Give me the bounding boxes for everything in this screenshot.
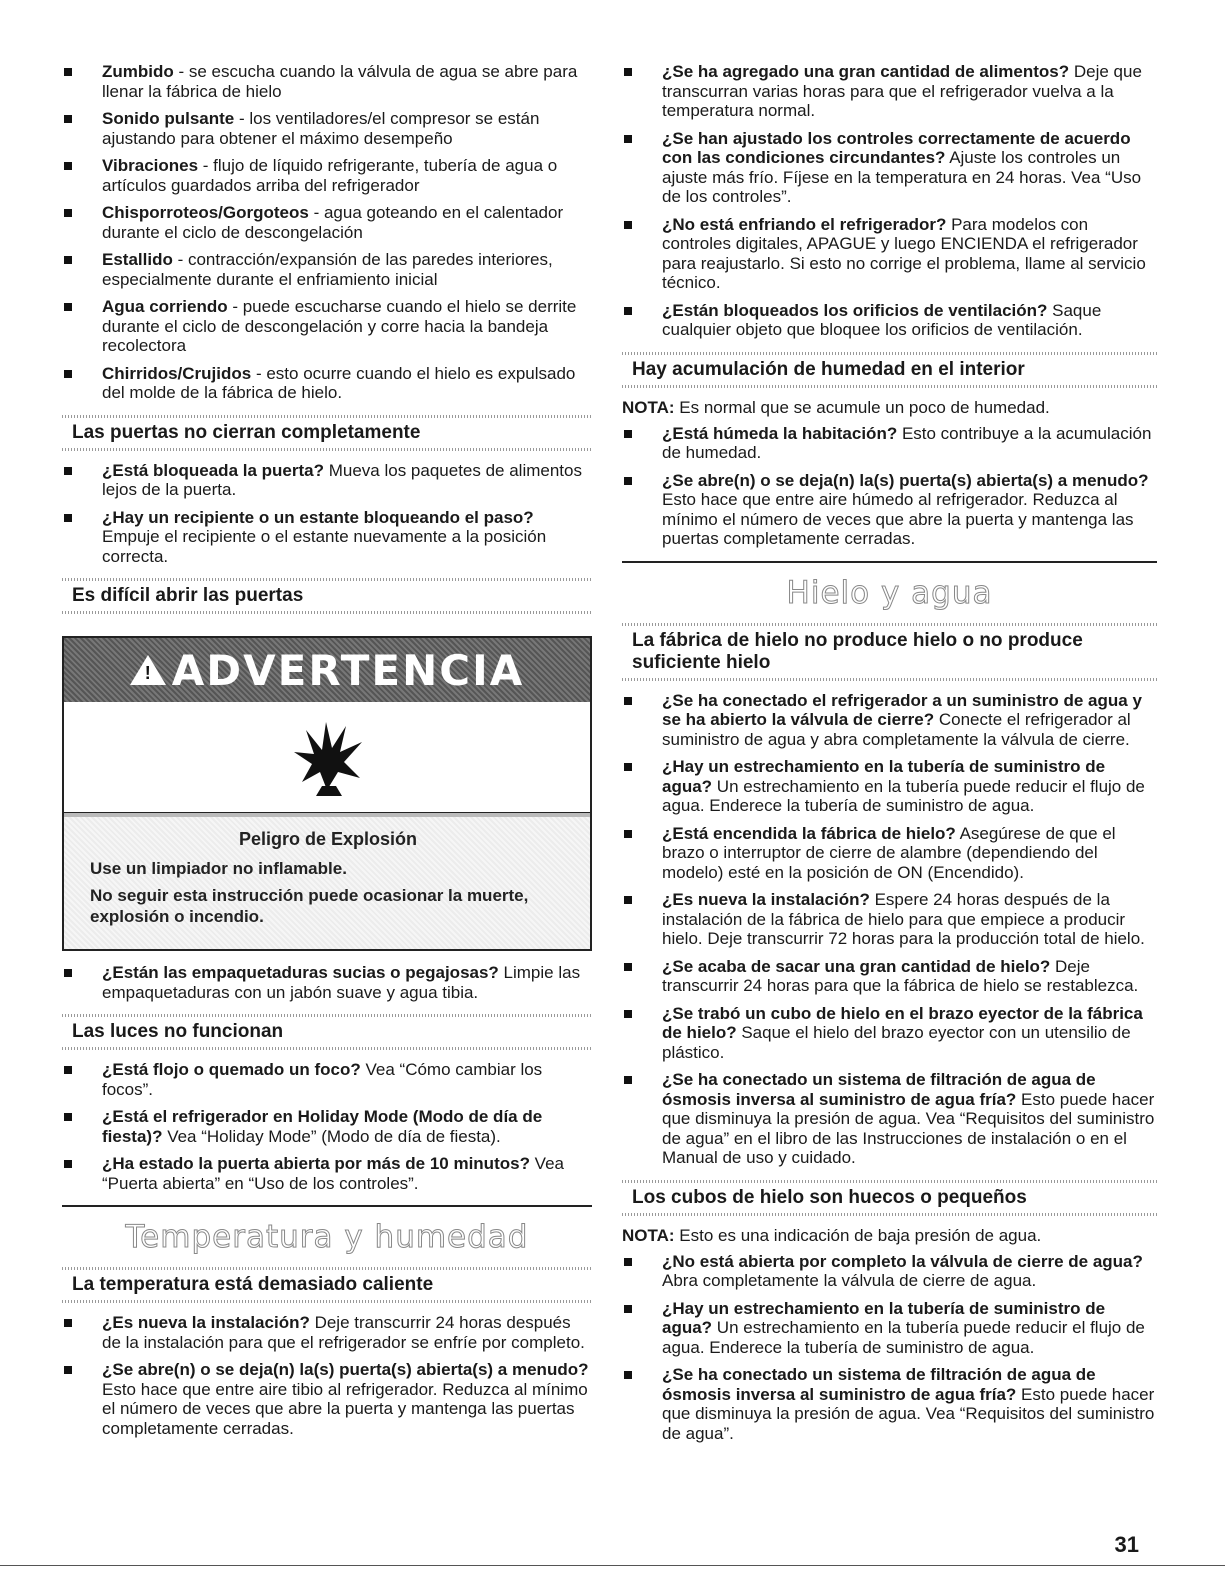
item-bold: Vibraciones [102, 156, 199, 175]
section-title: Es difícil abrir las puertas [72, 585, 304, 606]
item-bold: ¿Está húmeda la habitación? [662, 423, 898, 443]
item-bold: ¿Se acaba de sacar una gran cantidad de hielo? [662, 956, 1051, 976]
bullet-icon [64, 969, 72, 977]
list-item [62, 1060, 592, 1099]
item-bold: Agua corriendo [102, 297, 228, 316]
left-column [62, 62, 592, 1446]
item-text: Espere 24 horas después de la instalación de la fábrica de hielo para que empiece a producir hielo. Deje transcurrir 72 horas para la producción total de hielo. [662, 890, 1145, 948]
list-item [622, 1070, 1157, 1168]
right-column [622, 62, 1157, 1451]
bullet-icon [624, 1010, 632, 1018]
item-text: Esto puede hacer que disminuya la presión de agua. Vea “Requisitos del suministro de agua”. [662, 1384, 1155, 1443]
humidity-section [622, 352, 1157, 388]
bullet-icon [624, 830, 632, 838]
item-text: Vea “Holiday Mode” (Modo de día de fiesta). [162, 1126, 501, 1146]
section-title: La temperatura está demasiado caliente [72, 1274, 434, 1295]
list-item [62, 1360, 592, 1438]
item-bold: ¿Están bloqueados los orificios de ventilación? [662, 300, 1048, 320]
item-text: Limpie las empaquetaduras con un jabón suave y agua tibia. [102, 963, 581, 1002]
list-item [62, 203, 592, 242]
list-item [622, 691, 1157, 750]
bullet-icon [64, 115, 72, 123]
doors-list [62, 461, 592, 567]
list-item [62, 297, 592, 356]
bullet-icon [624, 963, 632, 971]
warning-triangle-icon: ! [130, 655, 166, 685]
item-bold: ¿Se ha agregado una gran cantidad de alimentos? [662, 62, 1070, 81]
item-text: - flujo de líquido refrigerante, tubería de agua o artículos guardados arriba del refrigerador [102, 156, 558, 195]
note-label: NOTA: [622, 397, 675, 417]
list-item [62, 1313, 592, 1352]
item-bold: ¿Se abre(n) o se deja(n) la(s) puerta(s) abierta(s) a menudo? [662, 470, 1149, 490]
item-text: - contracción/expansión de las paredes interiores, especialmente durante el enfriamiento inicial [102, 250, 553, 289]
list-item [62, 1107, 592, 1146]
lights-list [62, 1060, 592, 1193]
cubes-list [622, 1252, 1157, 1444]
item-bold: ¿Hay un recipiente o un estante bloqueando el paso? [102, 507, 534, 527]
section-title: Los cubos de hielo son huecos o pequeños [632, 1186, 1027, 1208]
item-bold: Zumbido [102, 62, 174, 81]
explosion-icon [64, 702, 590, 813]
item-bold: ¿No está abierta por completo la válvula de cierre de agua? [662, 1251, 1143, 1271]
warning-header [64, 638, 590, 702]
bullet-icon [64, 514, 72, 522]
item-bold: Sonido pulsante [102, 109, 235, 128]
bullet-icon [624, 430, 632, 438]
item-bold: ¿No está enfriando el refrigerador? [662, 214, 947, 234]
item-text: Esto hace que entre aire húmedo al refrigerador. Reduzca al mínimo el número de veces que abre la puerta y mantenga las puertas completamente cerradas. [662, 490, 1134, 548]
list-item [622, 957, 1157, 996]
list-item [622, 424, 1157, 463]
big-heading-text: Hielo y agua [786, 574, 993, 611]
bullet-icon [64, 1319, 72, 1327]
list-item [62, 963, 592, 1002]
list-item [622, 471, 1157, 549]
item-text: Empuje el recipiente o el estante nuevamente a la posición correcta. [102, 527, 547, 566]
item-text: Deje transcurrir 24 horas después de la instalación para que el refrigerador se enfríe por completo. [102, 1313, 585, 1352]
list-item [622, 1299, 1157, 1358]
ice-list [622, 691, 1157, 1168]
section-title: Las luces no funcionan [72, 1021, 284, 1042]
item-text: Esto puede hacer que disminuya la presión de agua. Vea “Requisitos del suministro de agua” en el libro de las Instrucciones de instalación o en el Manual de uso y cuidado. [662, 1089, 1155, 1167]
item-bold: ¿Se abre(n) o se deja(n) la(s) puerta(s) abierta(s) a menudo? [102, 1360, 589, 1379]
ice-heading [622, 561, 1157, 611]
item-text: - agua goteando en el calentador durante el ciclo de descongelación [102, 203, 564, 242]
item-text: Vea “Puerta abierta” en “Uso de los controles”. [102, 1154, 564, 1193]
item-bold: ¿Se trabó un cubo de hielo en el brazo eyector de la fábrica de hielo? [662, 1003, 1143, 1042]
ice-section [622, 623, 1157, 681]
big-heading-text: Temperatura y humedad [125, 1219, 529, 1255]
bullet-icon [64, 303, 72, 311]
bullet-icon [624, 477, 632, 485]
section-title: La fábrica de hielo no produce hielo o no produce suficiente hielo [632, 629, 1083, 673]
item-text: - esto ocurre cuando el hielo es expulsado del molde de la fábrica de hielo. [102, 363, 576, 402]
item-bold: Estallido [102, 250, 173, 269]
bullet-icon [624, 307, 632, 315]
item-text: Esto contribuye a la acumulación de humedad. [662, 423, 1152, 462]
item-bold: ¿Se ha conectado un sistema de filtración de agua de ósmosis inversa al suministro de agua fría? [662, 1365, 1096, 1404]
warm-section [62, 1267, 592, 1303]
item-text: Ajuste los controles un ajuste más frío. Fíjese en la temperatura en 24 horas. Vea “Uso de los controles”. [662, 148, 1142, 206]
item-bold: Chirridos/Crujidos [102, 363, 252, 383]
bullet-icon [64, 1113, 72, 1121]
list-item [622, 890, 1157, 949]
note-text: Esto es una indicación de baja presión de agua. [674, 1225, 1042, 1245]
item-text: Esto hace que entre aire tibio al refrigerador. Reduzca al mínimo el número de veces que abre la puerta y mantenga las puertas completamente cerradas. [102, 1379, 588, 1438]
bullet-icon [64, 370, 72, 378]
item-bold: ¿Están las empaquetaduras sucias o pegajosas? [102, 963, 499, 982]
bullet-icon [624, 68, 632, 76]
item-bold: ¿Hay un estrechamiento en la tubería de suministro de agua? [662, 757, 1106, 796]
list-item [62, 62, 592, 101]
list-item [62, 1154, 592, 1193]
item-text: Abra completamente la válvula de cierre de agua. [662, 1271, 1037, 1290]
section-title: Hay acumulación de humedad en el interior [632, 358, 1025, 380]
bullet-icon [624, 1076, 632, 1084]
item-bold: ¿Se han ajustado los controles correctamente de acuerdo con las condiciones circundantes? [662, 128, 1131, 167]
page-bottom-rule [0, 1565, 1225, 1566]
list-item [622, 62, 1157, 121]
noise-list [62, 62, 592, 403]
item-text: Deje que transcurran varias horas para que el refrigerador vuelva a la temperatura normal. [662, 62, 1142, 120]
item-text: Para modelos con controles digitales, APAGUE y luego ENCIENDA el refrigerador para reajustarlo. Si esto no corrige el problema, llame al servicio técnico. [662, 214, 1146, 292]
bullet-icon [64, 1160, 72, 1168]
item-text: Conecte el refrigerador al suministro de agua y abra completamente la válvula de cierre. [662, 710, 1131, 749]
item-text: Saque el hielo del brazo eyector con un utensilio de plástico. [662, 1023, 1131, 1062]
item-text: Asegúrese de que el brazo o interruptor de cierre de alambre (dependiendo del modelo) esté en la posición de ON (Encendido). [662, 823, 1116, 882]
list-item [622, 301, 1157, 340]
item-text: Un estrechamiento en la tubería puede reducir el flujo de agua. Enderece la tubería de suministro de agua. [662, 776, 1145, 815]
list-item [62, 461, 592, 500]
item-bold: ¿Ha estado la puerta abierta por más de 10 minutos? [102, 1154, 530, 1173]
warning-body [64, 813, 590, 949]
bullet-icon [624, 1258, 632, 1266]
warning-label: ADVERTENCIA [171, 645, 525, 695]
warning-line: No seguir esta instrucción puede ocasionar la muerte, explosión o incendio. [90, 886, 529, 926]
item-text: - los ventiladores/el compresor se están ajustando para obtener el máximo desempeño [102, 109, 540, 148]
humidity-note [622, 398, 1157, 418]
bullet-icon [64, 467, 72, 475]
list-item [622, 824, 1157, 883]
bullet-icon [64, 162, 72, 170]
item-text: Un estrechamiento en la tubería puede reducir el flujo de agua. Enderece la tubería de suministro de agua. [662, 1318, 1145, 1357]
warm-more-list [622, 62, 1157, 340]
cubes-section [622, 1180, 1157, 1216]
doors-section [62, 415, 592, 451]
warning-box [62, 636, 592, 951]
item-text: Vea “Cómo cambiar los focos”. [102, 1060, 543, 1099]
bullet-icon [624, 896, 632, 904]
bullet-icon [624, 763, 632, 771]
item-text: Saque cualquier objeto que bloquee los orificios de ventilación. [662, 300, 1102, 339]
list-item [62, 364, 592, 403]
item-text: - se escucha cuando la válvula de agua se abre para llenar la fábrica de hielo [102, 62, 578, 101]
bullet-icon [624, 135, 632, 143]
humidity-list [622, 424, 1157, 549]
warm-list [62, 1313, 592, 1438]
item-bold: ¿Hay un estrechamiento en la tubería de suministro de agua? [662, 1298, 1106, 1337]
bullet-icon [64, 1066, 72, 1074]
list-item [62, 109, 592, 148]
bullet-icon [624, 1305, 632, 1313]
page-number: 31 [1114, 1532, 1139, 1557]
warning-line: Use un limpiador no inflamable. [90, 859, 347, 878]
item-bold: ¿Es nueva la instalación? [662, 890, 870, 909]
bullet-icon [624, 697, 632, 705]
lights-section [62, 1014, 592, 1050]
item-bold: Chisporroteos/Gorgoteos [102, 203, 309, 222]
hazard-title: Peligro de Explosión [238, 829, 418, 849]
list-item [62, 250, 592, 289]
item-bold: ¿Está flojo o quemado un foco? [102, 1060, 361, 1079]
bullet-icon [64, 256, 72, 264]
bullet-icon [624, 1371, 632, 1379]
list-item [622, 757, 1157, 816]
list-item [622, 129, 1157, 207]
bullet-icon [64, 1366, 72, 1374]
list-item [62, 508, 592, 567]
item-bold: ¿Se ha conectado un sistema de filtración de agua de ósmosis inversa al suministro de agua fría? [662, 1070, 1096, 1109]
section-title: Las puertas no cierran completamente [72, 421, 421, 443]
item-text: - puede escucharse cuando el hielo se derrite durante el ciclo de descongelación y corre hacia la bandeja recolectora [102, 297, 577, 355]
item-bold: ¿Es nueva la instalación? [102, 1313, 310, 1332]
item-bold: ¿Está bloqueada la puerta? [102, 460, 324, 480]
item-bold: ¿Se ha conectado el refrigerador a un suministro de agua y se ha abierto la válvula de cierre? [662, 690, 1142, 729]
hard-open-section [62, 578, 592, 614]
note-text: Es normal que se acumule un poco de humedad. [674, 397, 1050, 417]
bullet-icon [64, 209, 72, 217]
item-text: Deje transcurrir 24 horas para que la fábrica de hielo se restablezca. [662, 956, 1139, 995]
list-item [622, 215, 1157, 293]
list-item [622, 1004, 1157, 1063]
item-bold: ¿Está el refrigerador en Holiday Mode (Modo de día de fiesta)? [102, 1107, 543, 1146]
bullet-icon [624, 221, 632, 229]
list-item [622, 1252, 1157, 1291]
list-item [622, 1365, 1157, 1443]
bullet-icon [64, 68, 72, 76]
temperature-heading [62, 1205, 592, 1255]
item-bold: ¿Está encendida la fábrica de hielo? [662, 823, 956, 843]
cubes-note [622, 1226, 1157, 1246]
hard-open-list [62, 963, 592, 1002]
item-text: Mueva los paquetes de alimentos lejos de la puerta. [102, 460, 582, 499]
note-label: NOTA: [622, 1225, 675, 1245]
list-item [62, 156, 592, 195]
